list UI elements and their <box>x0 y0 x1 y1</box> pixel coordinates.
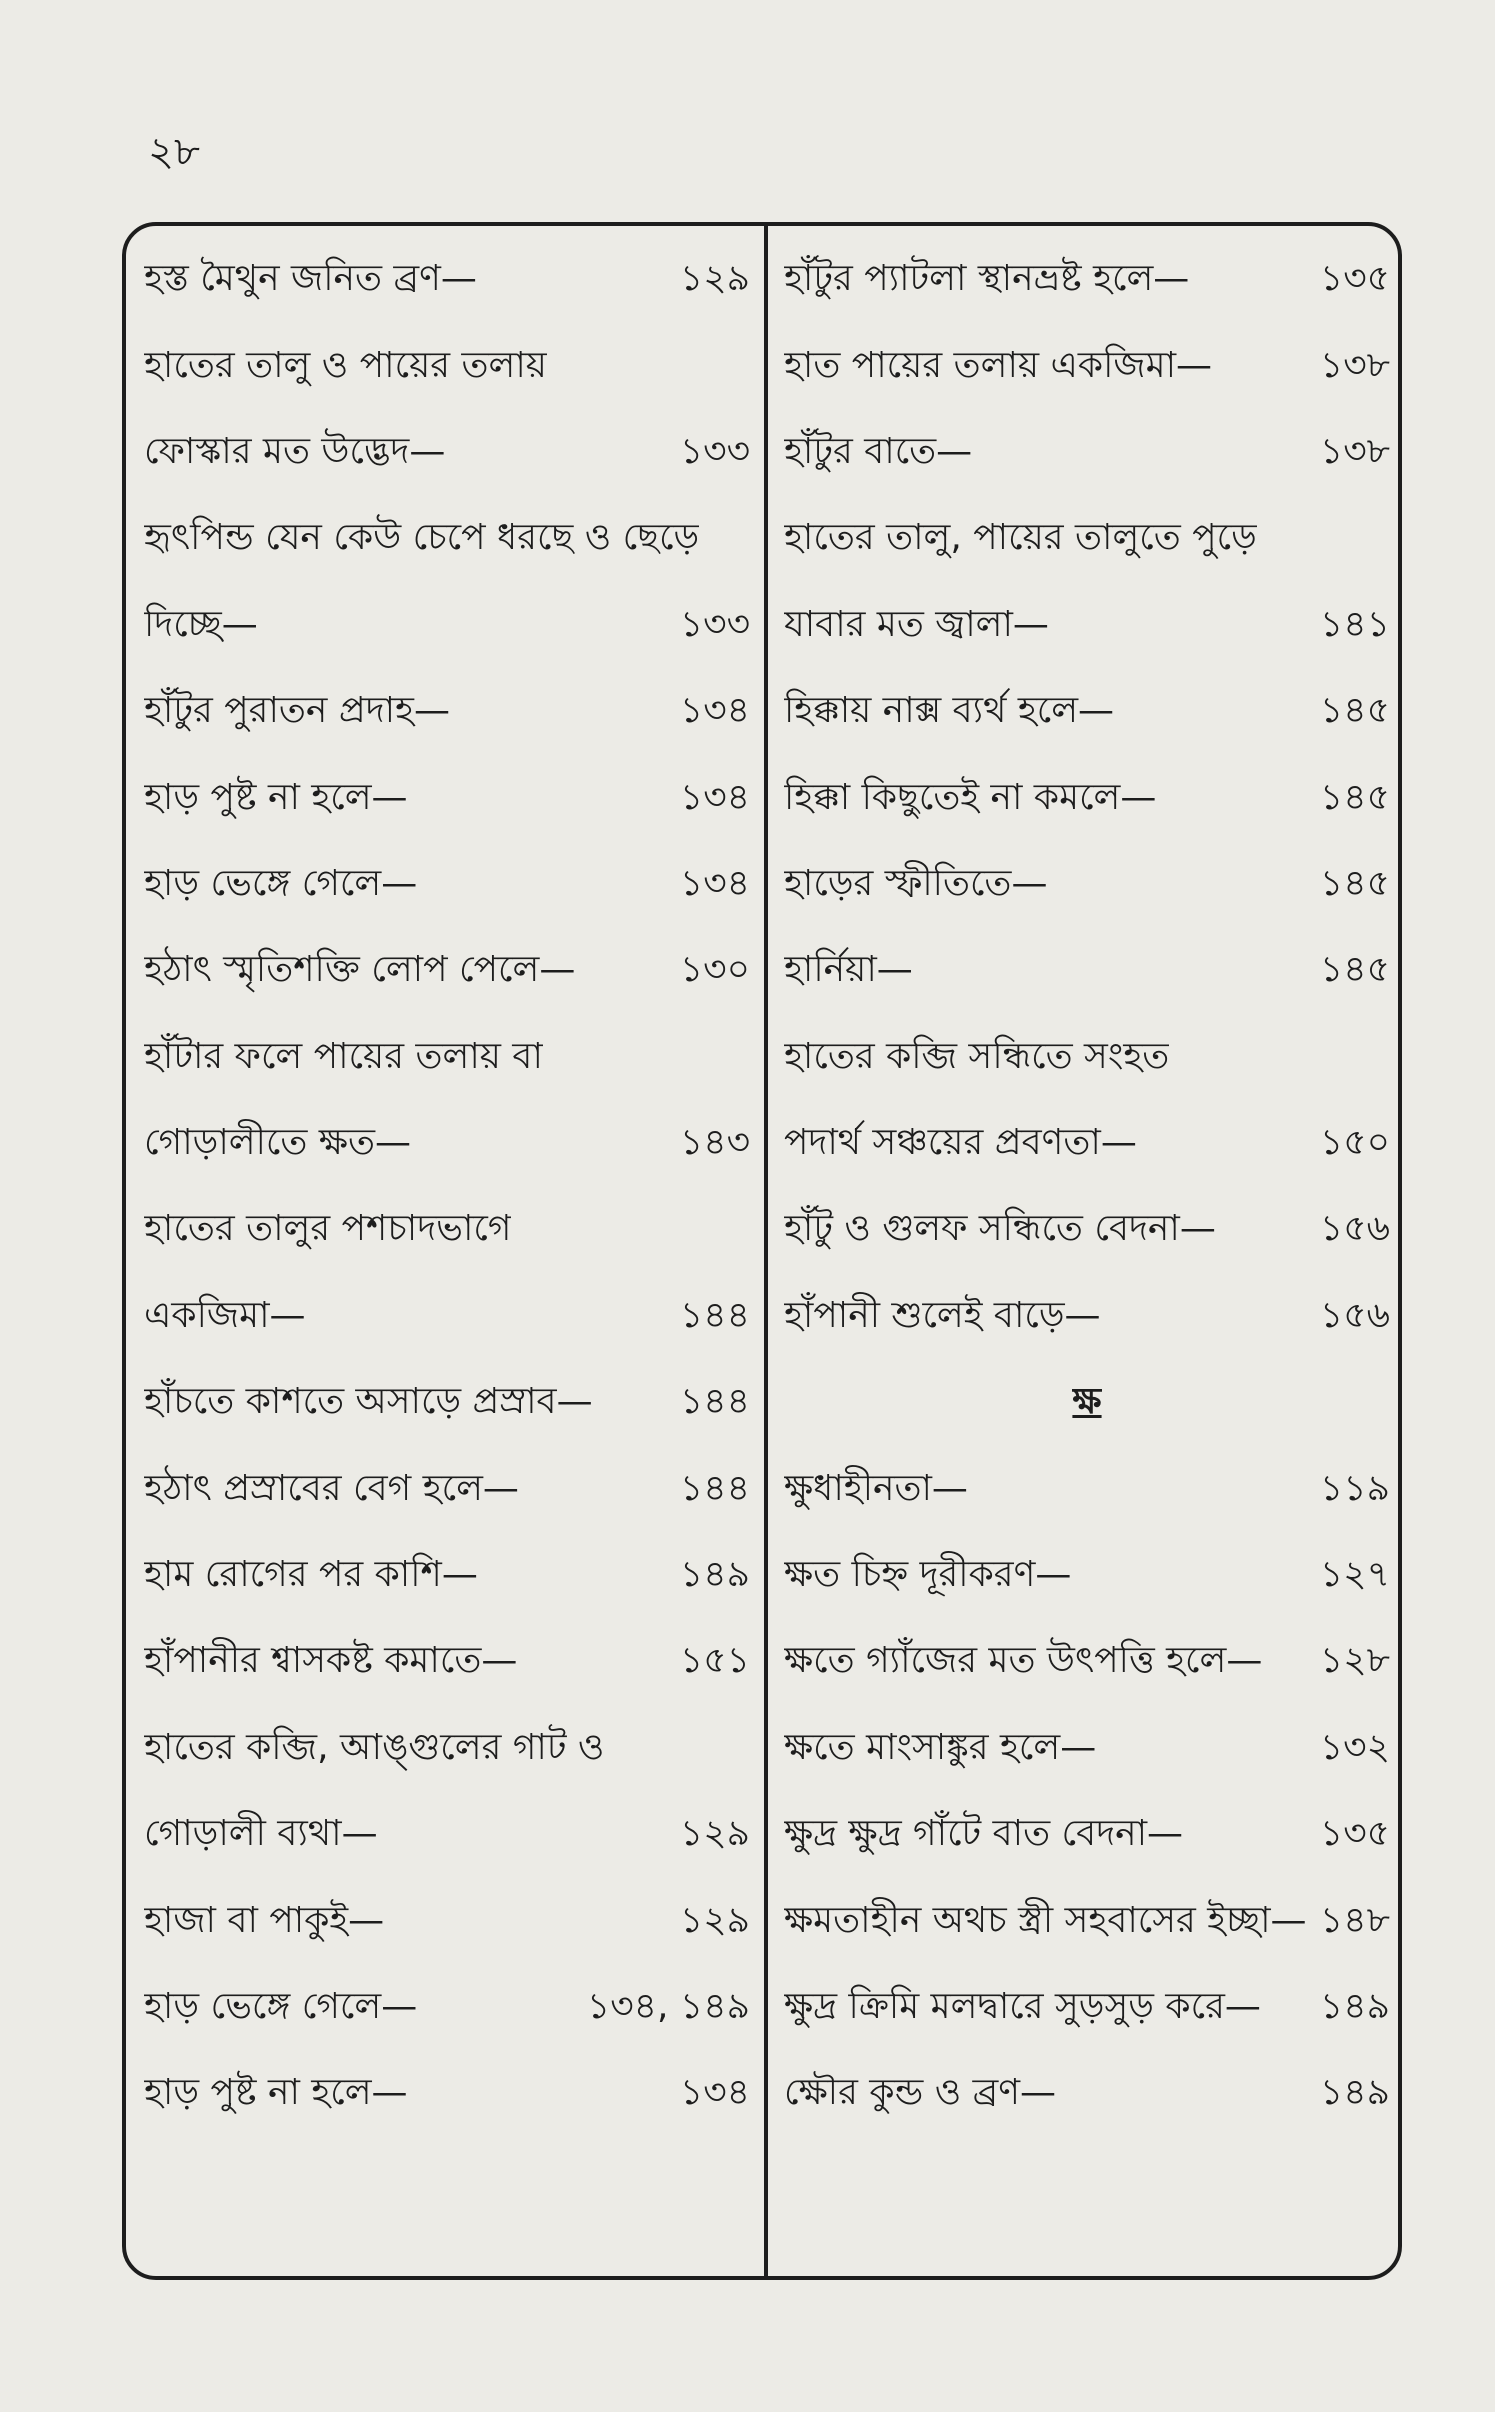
entry-page-number: ১৩০ <box>679 949 750 991</box>
index-entry <box>144 1447 750 1533</box>
entry-term: ক্ষত চিহ্ন দূরীকরণ— <box>784 1554 1072 1596</box>
entry-page-number: ১৩৮ <box>1319 344 1390 386</box>
entry-term: হাঁপানী শুলেই বাড়ে— <box>784 1294 1101 1336</box>
index-column-right <box>784 238 1390 2139</box>
entry-page-number: ১৩৪, ১৪৯ <box>586 1986 750 2027</box>
entry-term: হাতের কব্জি সন্ধিতে সংহত <box>784 1035 1170 1077</box>
entry-term: পদার্থ সঞ্চয়ের প্রবণতা— <box>784 1122 1137 1164</box>
entry-term: ফোস্কার মত উদ্ভেদ— <box>144 430 446 472</box>
entry-page-number: ১৫১ <box>679 1640 750 1682</box>
entry-term: হাঁটু ও গুলফ সন্ধিতে বেদনা— <box>784 1208 1216 1250</box>
entry-page-number: ১৩৫ <box>1319 1813 1390 1855</box>
index-entry <box>784 1102 1390 1188</box>
index-entry <box>784 1966 1390 2052</box>
index-entry <box>144 1707 750 1793</box>
entry-page-number: ১৪৮ <box>1319 1899 1390 1941</box>
entry-page-number: ১১৯ <box>1319 1467 1390 1509</box>
index-entry <box>144 1966 750 2052</box>
index-entry <box>144 1188 750 1274</box>
entry-term: হাত পায়ের তলায় একজিমা— <box>784 344 1213 386</box>
entry-page-number: ১৩৩ <box>679 430 750 472</box>
entry-page-number: ১২৯ <box>679 1813 750 1855</box>
entry-page-number: ১৪৩ <box>679 1122 750 1164</box>
index-entry <box>784 1188 1390 1274</box>
entry-term: হাঁচতে কাশতে অসাড়ে প্রস্রাব— <box>144 1381 593 1423</box>
column-divider <box>764 226 768 2276</box>
entry-page-number: ১৪৯ <box>1319 2072 1390 2114</box>
entry-term: হাড় পুষ্ট না হলে— <box>144 2072 408 2114</box>
entry-page-number: ১৩৩ <box>679 603 750 645</box>
entry-term: হাঁটার ফলে পায়ের তলায় বা <box>144 1035 543 1077</box>
entry-page-number: ১৩৪ <box>679 690 750 732</box>
index-entry <box>784 2052 1390 2138</box>
entry-page-number: ১৪৪ <box>679 1467 750 1509</box>
entry-term: হাতের তালুর পশচাদভাগে <box>144 1208 512 1250</box>
index-entry <box>784 584 1390 670</box>
index-entry <box>784 843 1390 929</box>
entry-page-number: ১৩৫ <box>1319 258 1390 300</box>
index-entry <box>144 411 750 497</box>
entry-page-number: ১৫৬ <box>1319 1208 1390 1250</box>
index-entry <box>144 1275 750 1361</box>
index-entry <box>144 1102 750 1188</box>
index-entry <box>784 1793 1390 1879</box>
entry-page-number: ১৪৫ <box>1319 862 1390 904</box>
index-entry <box>144 1620 750 1706</box>
index-entry <box>784 238 1390 324</box>
page-number: ২৮ <box>148 129 200 175</box>
entry-term: ক্ষতে মাংসাঙ্কুর হলে— <box>784 1726 1097 1768</box>
entry-term: হাম রোগের পর কাশি— <box>144 1554 478 1596</box>
entry-page-number: ১৪৪ <box>679 1294 750 1336</box>
index-entry <box>784 1879 1390 1965</box>
entry-term: একজিমা— <box>144 1294 306 1336</box>
index-entry <box>144 670 750 756</box>
entry-page-number: ১৪৯ <box>1319 1986 1390 2027</box>
entry-term: যাবার মত জ্বালা— <box>784 603 1049 645</box>
entry-page-number: ১২৮ <box>1319 1640 1390 1682</box>
index-entry <box>144 324 750 410</box>
entry-page-number: ১৩৪ <box>679 776 750 818</box>
index-entry <box>144 1361 750 1447</box>
index-entry <box>144 756 750 842</box>
index-entry <box>784 497 1390 583</box>
entry-term: হার্নিয়া— <box>784 949 913 991</box>
entry-term: দিচ্ছে— <box>144 603 258 645</box>
entry-term: গোড়ালীতে ক্ষত— <box>144 1122 412 1164</box>
index-column-left <box>144 238 750 2139</box>
index-entry <box>784 1275 1390 1361</box>
entry-page-number: ১৩৮ <box>1319 430 1390 472</box>
entry-term: হাতের কব্জি, আঙ্গুলের গাট ও <box>144 1726 605 1768</box>
entry-page-number: ১২৯ <box>679 1899 750 1941</box>
entry-page-number: ১৪৫ <box>1319 690 1390 732</box>
entry-term: হাড় ভেঙ্গে গেলে— <box>144 1986 418 2027</box>
entry-term: হাঁটুর প্যাটলা স্থানভ্রষ্ট হলে— <box>784 258 1190 300</box>
index-entry <box>144 843 750 929</box>
index-entry <box>784 1707 1390 1793</box>
entry-term: হিক্কায় নাক্স ব্যর্থ হলে— <box>784 690 1115 732</box>
index-entry <box>784 324 1390 410</box>
index-entry <box>144 584 750 670</box>
index-entry <box>144 238 750 324</box>
section-heading <box>784 1361 1390 1447</box>
entry-term: হাতের তালু ও পায়ের তলায় <box>144 344 548 386</box>
entry-page-number: ১৪৫ <box>1319 776 1390 818</box>
entry-term: ক্ষমতাহীন অথচ স্ত্রী সহবাসের ইচ্ছা— <box>784 1899 1307 1941</box>
index-entry <box>784 1620 1390 1706</box>
entry-term: হাড় পুষ্ট না হলে— <box>144 776 408 818</box>
entry-page-number: ১৪৯ <box>679 1554 750 1596</box>
entry-page-number: ১৪১ <box>1319 603 1390 645</box>
entry-term: হাজা বা পাকুই— <box>144 1899 385 1941</box>
index-entry <box>784 756 1390 842</box>
entry-term: হিক্কা কিছুতেই না কমলে— <box>784 776 1157 818</box>
entry-page-number: ১৩২ <box>1319 1726 1390 1768</box>
entry-page-number: ১৩৪ <box>679 2072 750 2114</box>
index-entry <box>144 1016 750 1102</box>
index-entry <box>784 1447 1390 1533</box>
entry-term: ক্ষতে গ্যাঁজের মত উৎপত্তি হলে— <box>784 1640 1263 1682</box>
entry-term: ক্ষুদ্র ক্ষুদ্র গাঁটে বাত বেদনা— <box>784 1813 1184 1855</box>
entry-term: হাঁটুর বাতে— <box>784 430 973 472</box>
index-entry <box>144 929 750 1015</box>
index-entry <box>144 1534 750 1620</box>
entry-term: হাড়ের স্ফীতিতে— <box>784 862 1048 904</box>
entry-term: ক্ষুধাহীনতা— <box>784 1467 968 1509</box>
entry-page-number: ১২৯ <box>679 258 750 300</box>
index-entry <box>144 1879 750 1965</box>
entry-term: হস্ত মৈথুন জনিত ব্রণ— <box>144 258 477 300</box>
entry-term: হাড় ভেঙ্গে গেলে— <box>144 862 418 904</box>
entry-page-number: ১৩৪ <box>679 862 750 904</box>
index-entry <box>784 929 1390 1015</box>
index-entry <box>144 497 750 583</box>
entry-page-number: ১৫০ <box>1319 1122 1390 1164</box>
index-entry <box>144 2052 750 2138</box>
entry-term: ক্ষ <box>1072 1381 1102 1423</box>
entry-term: হাতের তালু, পায়ের তালুতে পুড়ে <box>784 517 1257 559</box>
index-entry <box>784 1534 1390 1620</box>
entry-term: হঠাৎ প্রস্রাবের বেগ হলে— <box>144 1467 519 1509</box>
entry-term: হাঁটুর পুরাতন প্রদাহ— <box>144 690 450 732</box>
index-entry <box>784 1016 1390 1102</box>
index-entry <box>144 1793 750 1879</box>
index-entry <box>784 411 1390 497</box>
entry-page-number: ১২৭ <box>1319 1554 1390 1596</box>
entry-term: ক্ষুদ্র ক্রিমি মলদ্বারে সুড়সুড় করে— <box>784 1986 1261 2027</box>
entry-page-number: ১৪৫ <box>1319 949 1390 991</box>
entry-term: গোড়ালী ব্যথা— <box>144 1813 378 1855</box>
entry-page-number: ১৫৬ <box>1319 1294 1390 1336</box>
entry-page-number: ১৪৪ <box>679 1381 750 1423</box>
index-box <box>122 222 1402 2280</box>
entry-term: হাঁপানীর শ্বাসকষ্ট কমাতে— <box>144 1640 518 1682</box>
index-entry <box>784 670 1390 756</box>
entry-term: হঠাৎ স্মৃতিশক্তি লোপ পেলে— <box>144 949 576 991</box>
entry-term: ক্ষৌর কুন্ড ও ব্রণ— <box>784 2072 1057 2114</box>
entry-term: হৃৎপিন্ড যেন কেউ চেপে ধরছে ও ছেড়ে <box>144 517 700 559</box>
